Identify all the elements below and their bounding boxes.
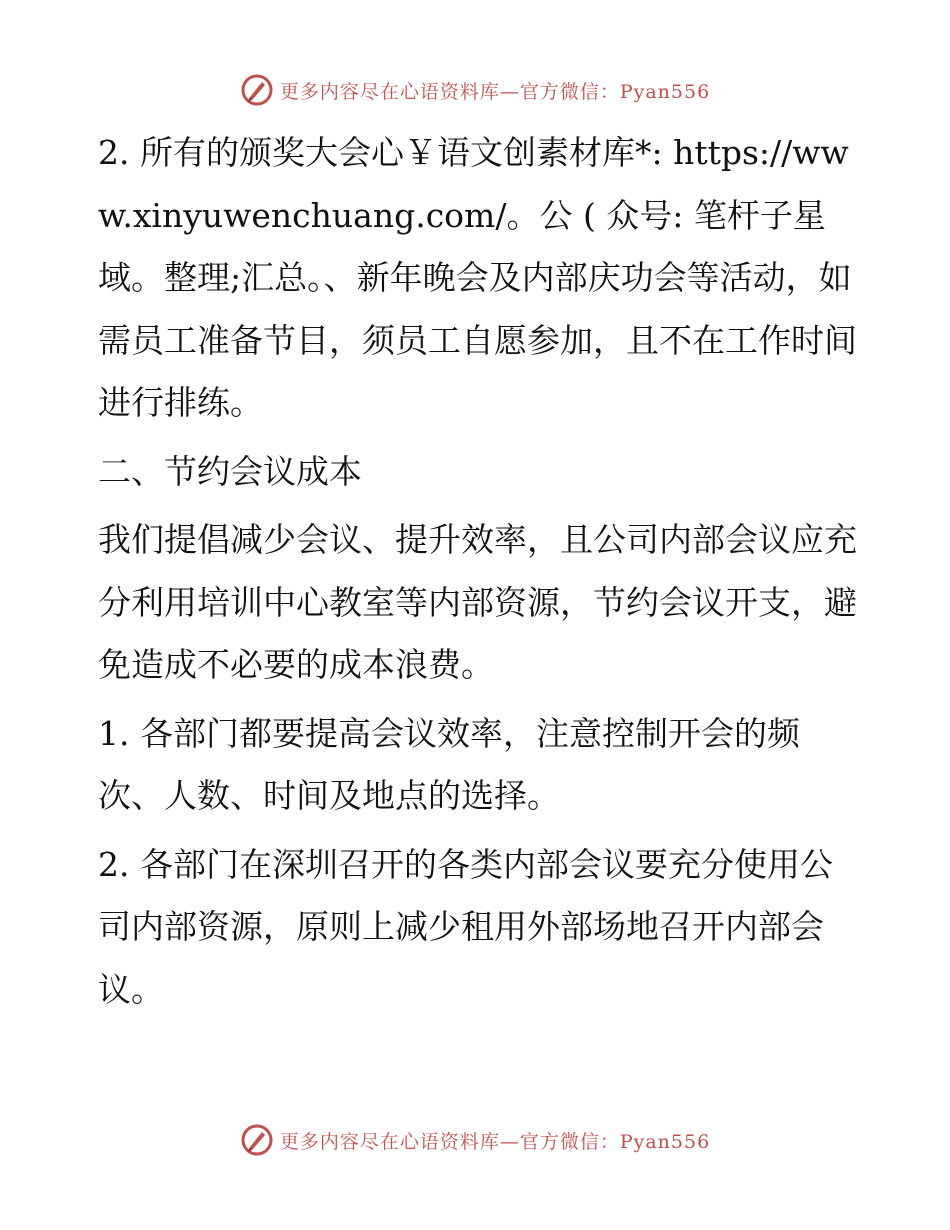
pen-circle-icon [240, 73, 274, 107]
watermark-text: 更多内容尽在心语资料库—官方微信：Pyan556 [279, 1130, 711, 1153]
section-heading: 二、节约会议成本 [98, 451, 362, 491]
paragraph-meeting-cost: 我们提倡减少会议、提升效率，且公司内部会议应充分利用培训中心教室等内部资源，节约会议开支，避免造成不必要的成本浪费。 [98, 520, 857, 684]
paragraph-awards-note: 2. 所有的颁奖大会心￥语文创素材库*: https://www.xinyuwenchuang.com/。公 ( 众号: 笔杆子星域。整理;汇总。、新年晚会及内部庆功会等活动，如需员工准备节目，须员工自愿参加，且不在工作时间进行排练。 [98, 133, 857, 422]
paragraph-item-2: 2. 各部门在深圳召开的各类内部会议要充分使用公司内部资源，原则上减少租用外部场地召开内部会议。 [98, 844, 833, 1009]
header-watermark [0, 70, 950, 110]
paragraph-item-1: 1. 各部门都要提高会议效率，注意控制开会的频次、人数、时间及地点的选择。 [98, 713, 800, 815]
footer-watermark [0, 1120, 950, 1160]
pen-circle-icon [240, 1123, 274, 1157]
watermark-text: 更多内容尽在心语资料库—官方微信：Pyan556 [279, 80, 711, 103]
document-body [98, 122, 858, 1021]
